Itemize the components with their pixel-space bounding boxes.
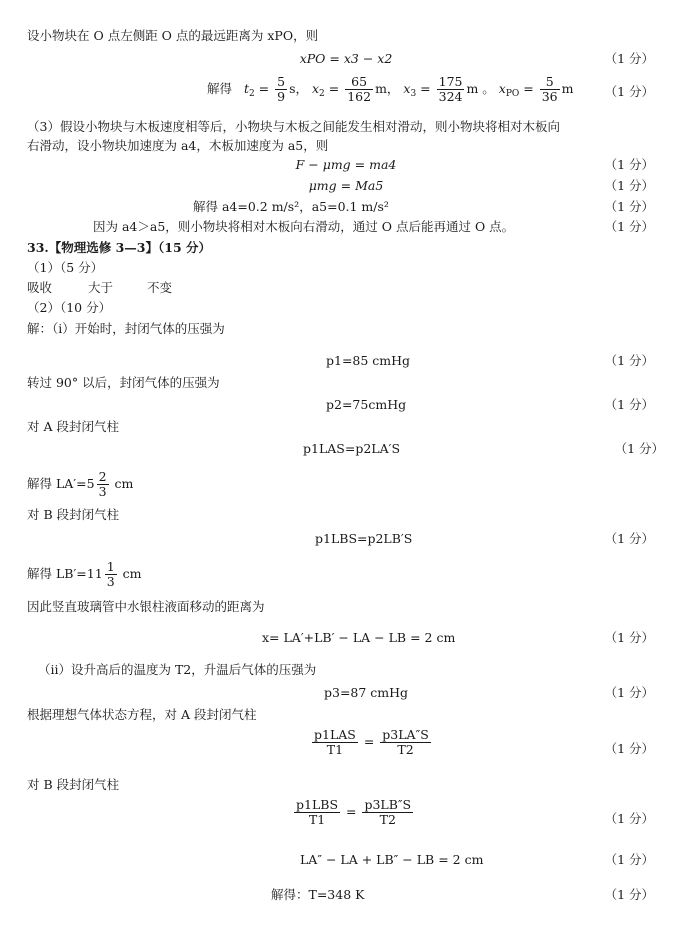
text-line: 因为 a4＞a5，则小物块将相对木板向右滑动，通过 O 点后能再通过 O 点。 (93, 219, 515, 234)
equation: 解得：T=348 K (271, 887, 365, 902)
text-line: 对 A 段封闭气柱 (27, 419, 119, 434)
text-line (27, 27, 318, 45)
score: （1 分） (604, 685, 654, 700)
equation-solve: 解得 LA′=5 $\frac{2}{3}$ cm (27, 469, 134, 499)
answer: 吸收 (27, 280, 53, 295)
equation-fraction: p1LBS T1 = $\frac{p3LB''S}{T2}$ (296, 797, 412, 827)
text-line: （ⅱ）设升高后的温度为 T2，升温后气体的压强为 (38, 662, 317, 677)
answer: 大于 (87, 280, 113, 295)
score: （1 分） (604, 852, 654, 867)
text-line: 根据理想气体状态方程，对 A 段封闭气柱 (27, 707, 257, 722)
score: （1 分） (604, 531, 654, 546)
score: （1 分） (604, 51, 654, 66)
answer: 不变 (146, 280, 172, 295)
equation: p2=75cmHg (326, 397, 407, 412)
text-line: 解：（ⅰ）开始时，封闭气体的压强为 (27, 321, 225, 336)
equation: 解得 a4=0.2 m/s²，a5=0.1 m/s² (193, 199, 389, 214)
score: （1 分） (604, 887, 654, 902)
equation: μmg = Ma5 (308, 178, 384, 193)
text-line: 因此竖直玻璃管中水银柱液面移动的距离为 (27, 599, 265, 614)
score: （1 分） (604, 219, 654, 234)
text-line: 右滑动，设小物块加速度为 a4，木板加速度为 a5，则 (27, 138, 329, 153)
equation: p1LBS=p2LB′S (315, 531, 413, 546)
score: （1 分） (604, 178, 654, 193)
score: （1 分） (604, 157, 654, 172)
equation: x= LA′+LB′ − LA − LB = 2 cm (262, 630, 456, 645)
equation-solve: 解得 $t_2$ = $\frac{5}{9}$ s， $x_2$ = $\frac{65}{162}$ m， $x_3$ = $\frac{175}{324}$ m 。 $x_{PO}$ = $\frac{5}{36}$ m (207, 74, 574, 104)
section-heading: 33.【物理选修 3—3】（15 分） (27, 240, 211, 255)
equation-xpo: xPO = x3 − x2 (299, 51, 393, 66)
text-line: （2）（10 分） (27, 300, 112, 315)
text-line: 对 B 段封闭气柱 (27, 507, 120, 522)
text-line: （3）假设小物块与木板速度相等后，小物块与木板之间能发生相对滑动，则小物块将相对木板向 (27, 119, 560, 134)
score: （1 分） (604, 199, 654, 214)
text-line: （1）（5 分） (27, 260, 104, 275)
intro-text: 设小物块在 O 点左侧距 O 点的最远距离为 xPO，则 (27, 28, 319, 43)
text-line: 对 B 段封闭气柱 (27, 777, 120, 792)
equation-fraction: p1LAS T1 = $\frac{p3LA''S}{T2}$ (314, 727, 429, 757)
equation-solve: 解得 LB′=11 $\frac{1}{3}$ cm (27, 559, 142, 589)
score: （1 分） (604, 353, 654, 368)
equation: p3=87 cmHg (324, 685, 409, 700)
score: （1 分） (614, 441, 664, 456)
score: （1 分） (604, 741, 654, 756)
text-line: 转过 90° 以后，封闭气体的压强为 (27, 375, 220, 390)
equation: p1LAS=p2LA′S (303, 441, 401, 456)
score: （1 分） (604, 811, 654, 826)
answers-row (27, 279, 172, 297)
score: （1 分） (604, 630, 654, 645)
score: （1 分） (604, 397, 654, 412)
equation: F − μmg = ma4 (295, 157, 397, 172)
equation (0, 50, 692, 68)
score: （1 分） (604, 84, 654, 99)
equation: p1=85 cmHg (326, 353, 411, 368)
equation: LA″ − LA + LB″ − LB = 2 cm (300, 852, 484, 867)
